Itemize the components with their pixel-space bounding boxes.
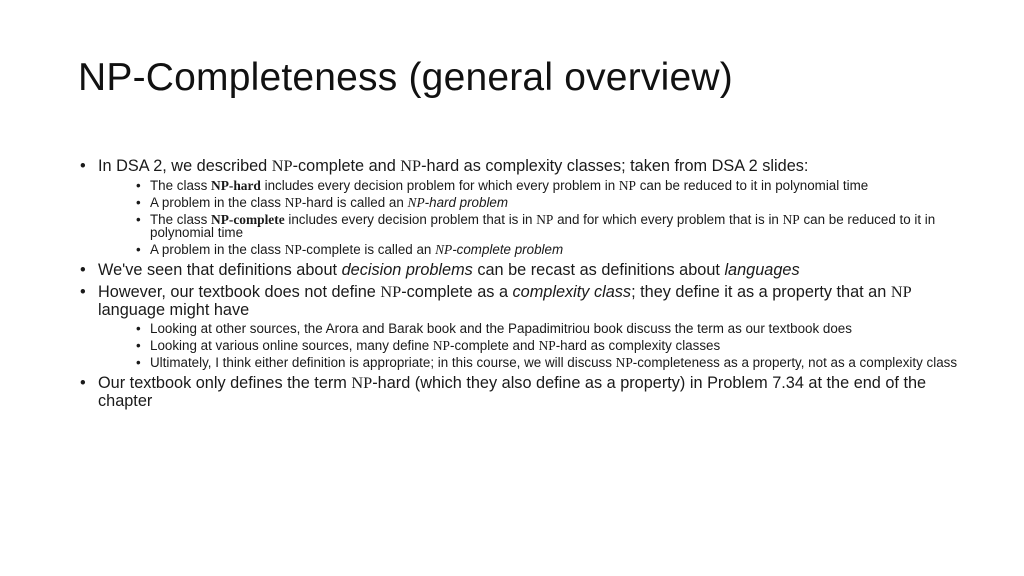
np-term: NP [271,156,293,175]
text: The class [150,211,212,227]
slide-body [80,153,960,410]
np-term: NP [432,338,450,353]
text: -hard problem [424,194,509,210]
np-term: NP [407,194,425,210]
text: languages [724,260,800,279]
text: -hard as complexity classes; taken from DSA 2 slides: [421,157,809,175]
np-term: NP [351,372,373,392]
text: In DSA 2, we described [98,157,272,175]
text: Ultimately, I think either definition is appropriate; in this course, we will discuss [150,355,616,370]
text: -hard is called an [301,194,408,210]
text: A problem in the class [150,242,285,257]
sub-bullet-other-sources [136,322,960,336]
text: However, our textbook does not define [98,282,381,301]
np-term: NP [380,281,402,301]
text: ; they define it as a property that an [631,282,891,301]
sub-bullet-np-complete-problem [136,243,960,257]
np-term: NP [400,156,422,175]
slide-title: NP-Completeness (general overview) [78,56,733,99]
text: -complete as a [401,282,513,301]
sub-bullet-np-hard-class [136,179,960,193]
np-term: NP [618,177,636,193]
np-term: NP [284,194,302,210]
np-complete-term: NP-complete [211,211,285,227]
np-term: NP [536,211,554,227]
sub-bullet-online-sources [136,339,960,353]
text: -complete problem [452,242,564,257]
text: language might have [98,300,250,319]
np-hard-term: NP-hard [211,177,261,193]
text: can be reduced to it in polynomial time [636,177,869,193]
text: The class [150,177,212,193]
text: We've seen that definitions about [98,260,342,279]
text: Looking at various online sources, many define [150,338,433,353]
text: A problem in the class [150,194,285,210]
text: complexity class [512,282,632,301]
text: includes every decision problem that is in [284,211,537,227]
np-term: NP [435,242,453,257]
text: Our textbook only defines the term [98,373,352,392]
text: includes every decision problem for which every problem in [260,177,619,193]
sub-bullet-ultimately [136,356,960,370]
text: Looking at other sources, the Arora and Barak book and the Papadimitriou book discuss the term as our textbook does [150,321,852,336]
bullet-textbook-definition [80,283,960,319]
text: -complete and [292,157,401,175]
text: can be recast as definitions about [472,260,725,279]
text: -hard as complexity classes [555,338,721,353]
sub-bullet-np-complete-class [136,213,960,240]
text: decision problems [341,260,473,279]
text: and for which every problem that is in [553,211,783,227]
bullet-np-hard-textbook [80,374,960,410]
np-term: NP [782,211,800,227]
text: -completeness as a property, not as a complexity class [632,355,958,370]
sub-bullet-np-hard-problem [136,196,960,210]
np-term: NP [284,242,302,257]
np-term: NP [538,338,556,353]
np-term: NP [615,355,633,370]
text: -complete and [449,338,539,353]
bullet-languages [80,261,960,279]
text: can be reduced to it in polynomial time [150,211,936,240]
bullet-dsa2 [80,157,960,175]
np-term: NP [890,281,912,301]
text: -hard (which they also define as a property) in Problem 7.34 at the end of the chapter [98,373,927,410]
text: -complete is called an [301,242,436,257]
